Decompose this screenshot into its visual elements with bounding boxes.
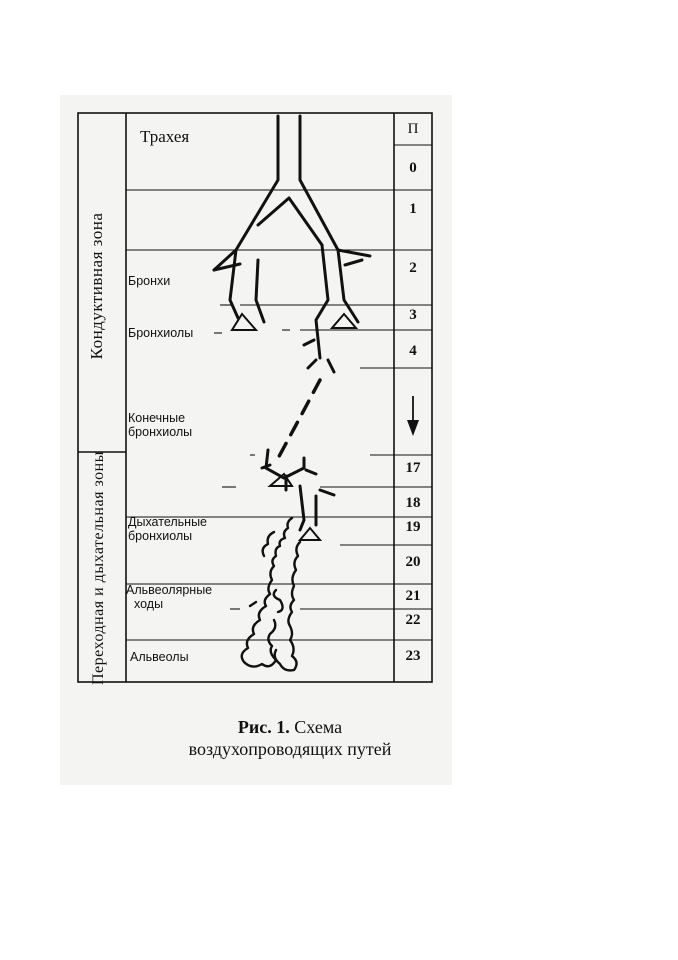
generation-0: 0	[409, 160, 417, 176]
label-alveolar-1: Альвеолярные	[126, 583, 213, 597]
generation-2: 2	[409, 260, 417, 276]
conductive-zone-label: Кондуктивная зона	[87, 212, 106, 360]
label-terminal-1: Конечные	[128, 411, 186, 425]
down-arrow-icon	[407, 396, 419, 436]
label-respiratory-1: Дыхательные	[128, 515, 208, 529]
generation-20: 20	[405, 554, 421, 570]
dashed-airway	[276, 380, 320, 462]
label-alveolar-2: ходы	[134, 597, 164, 611]
label-bronchioles: Бронхиолы	[128, 326, 194, 340]
generation-22: 22	[405, 612, 421, 628]
airway-tree	[214, 116, 370, 372]
label-trachea: Трахея	[140, 127, 190, 146]
figure-caption-line-2: воздухопроводящих путей	[188, 739, 392, 759]
generation-lines	[126, 145, 432, 640]
figure-number: Рис. 1.	[237, 717, 290, 737]
label-terminal-2: бронхиолы	[128, 425, 193, 439]
transitional-zone-label: Переходная и дыхательная зоны	[90, 451, 107, 686]
label-respiratory-2: бронхиолы	[128, 529, 193, 543]
generation-21: 21	[405, 588, 421, 604]
generation-19: 19	[405, 519, 421, 535]
figure-caption	[140, 716, 440, 738]
figure-title-1: Схема	[294, 717, 343, 737]
label-bronchi: Бронхи	[128, 274, 171, 288]
generation-17: 17	[405, 460, 421, 476]
generation-23: 23	[405, 648, 421, 664]
label-alveoli: Альвеолы	[130, 650, 189, 664]
generation-3: 3	[409, 307, 417, 323]
generation-18: 18	[405, 495, 421, 511]
generation-4: 4	[409, 343, 417, 359]
generation-1: 1	[409, 201, 417, 217]
alveolar-tree	[242, 518, 300, 670]
lower-tree	[262, 450, 334, 530]
generation-header: П	[407, 121, 419, 137]
